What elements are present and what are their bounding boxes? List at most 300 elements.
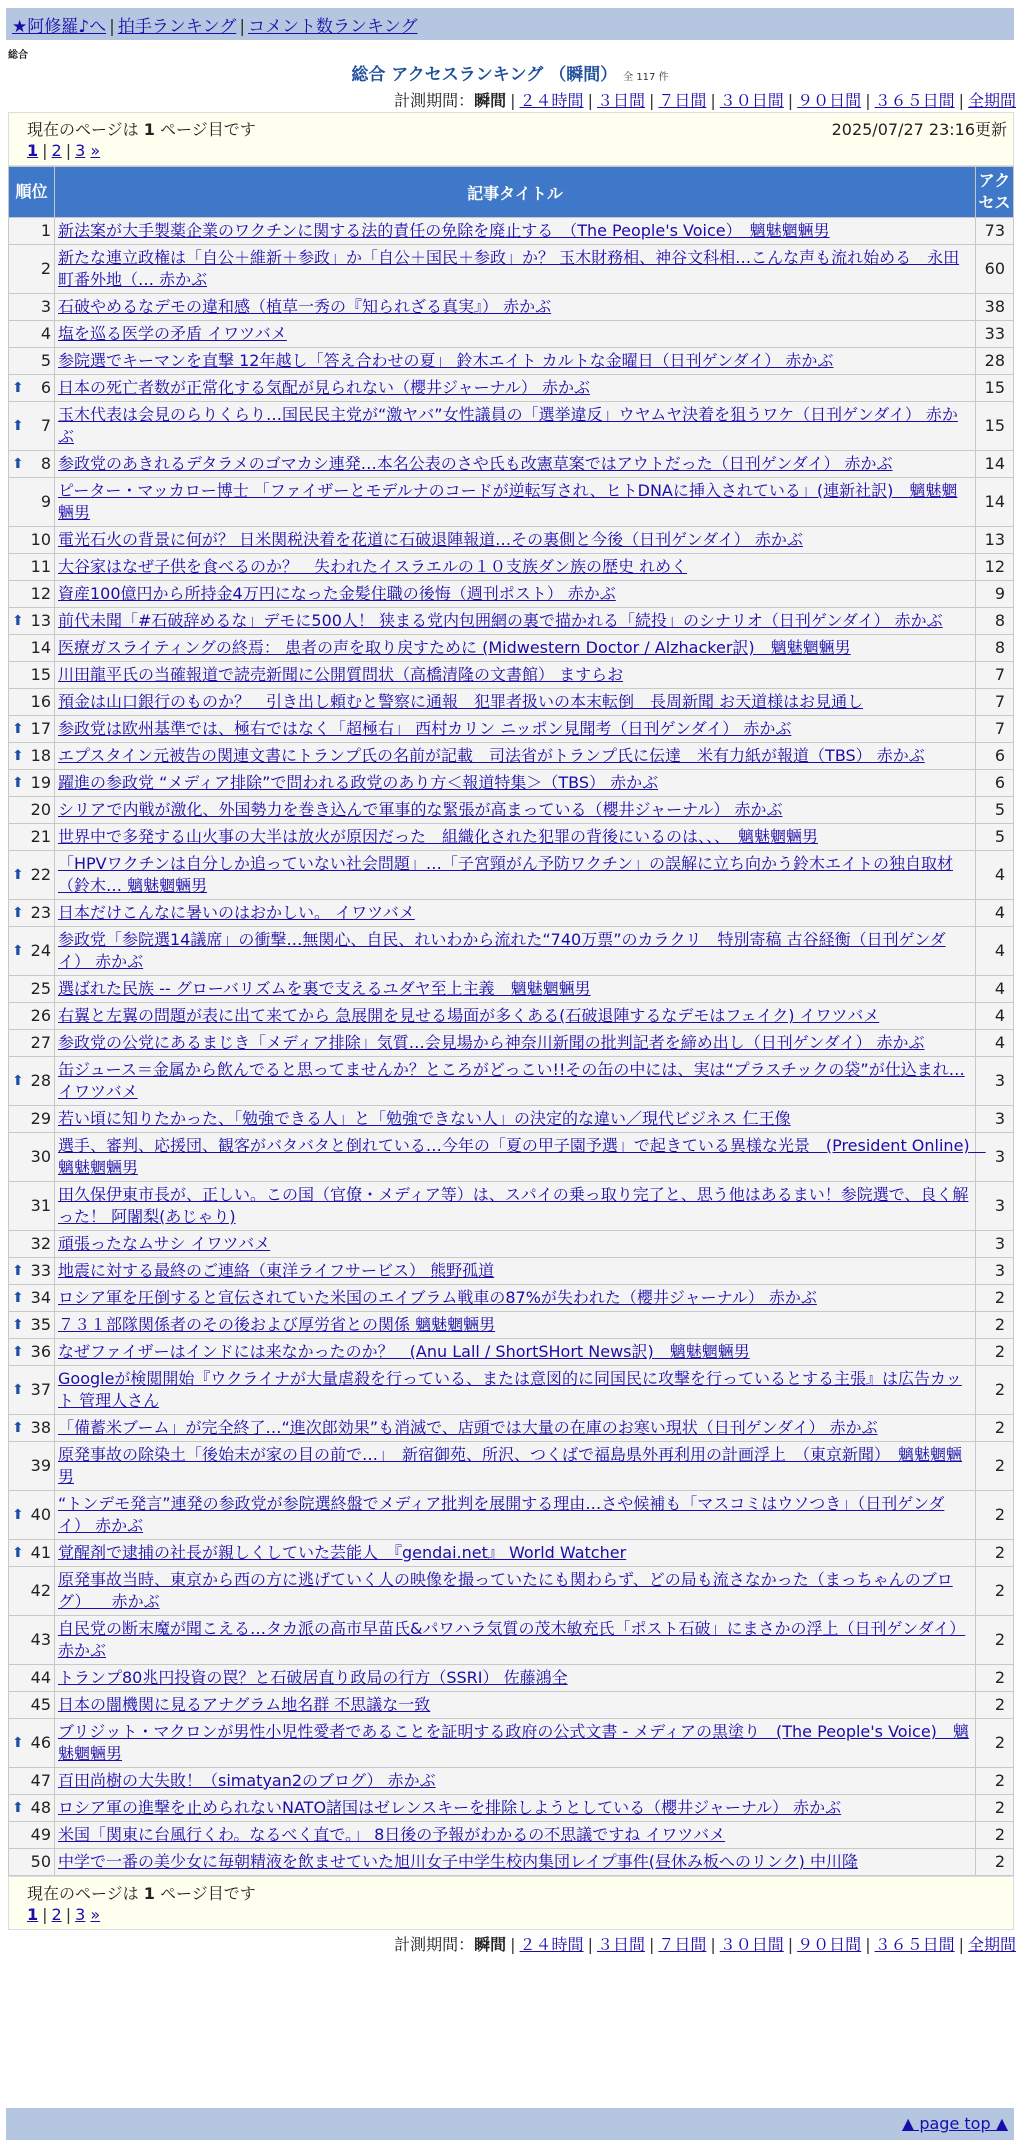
ranking-row bbox=[9, 1182, 1014, 1231]
article-title-link[interactable]: 参政党のあきれるデタラメのゴマカシ連発…本名公表のさや氏も改憲草案ではアウトだった（日刊ゲンダイ） 赤かぶ bbox=[58, 454, 893, 473]
access-count: 7 bbox=[976, 662, 1014, 689]
period-selector-bottom bbox=[394, 1932, 1016, 1955]
title-cell bbox=[55, 900, 976, 927]
rank-cell bbox=[9, 245, 55, 294]
access-count: 4 bbox=[976, 976, 1014, 1003]
nav-asyura-link[interactable]: ★阿修羅♪へ bbox=[12, 17, 107, 37]
article-title-link[interactable]: 大谷家はなぜ子供を食べるのか？ 失われたイスラエルの１０支族ダン族の歴史 れめく bbox=[58, 557, 688, 576]
ranking-row bbox=[9, 218, 1014, 245]
rank-cell bbox=[9, 218, 55, 245]
article-title-link[interactable]: 参政党「参院選14議席」の衝撃…無関心、自民、れいわから流れた“740万票”のカラクリ 特別寄稿 古谷経衡（日刊ゲンダイ） 赤かぶ bbox=[58, 930, 946, 971]
title-cell bbox=[55, 1665, 976, 1692]
rank-up-arrow-icon: ⬆ bbox=[12, 1290, 24, 1306]
ranking-header-row bbox=[9, 167, 1014, 218]
ranking-row bbox=[9, 824, 1014, 851]
ranking-row bbox=[9, 1692, 1014, 1719]
rank-number: 42 bbox=[30, 1581, 51, 1600]
article-title-link[interactable]: 「HPVワクチンは自分しか追っていない社会問題」…「子宮頸がん予防ワクチン」の誤解に立ち向かう鈴木エイトの独自取材（鈴木… 魑魅魍魎男 bbox=[58, 854, 954, 895]
ranking-row bbox=[9, 1822, 1014, 1849]
ranking-row bbox=[9, 478, 1014, 527]
ranking-row bbox=[9, 1133, 1014, 1182]
article-title-link[interactable]: 原発事故の除染土「後始末が家の目の前で…」 新宿御苑、所沢、つくばで福島県外再利用の計画浮上 （東京新聞） 魑魅魍魎男 bbox=[58, 1445, 963, 1486]
title-cell bbox=[55, 581, 976, 608]
period-separator: | bbox=[710, 1935, 716, 1954]
period-all-link[interactable]: 全期間 bbox=[967, 1935, 1016, 1954]
title-cell bbox=[55, 1616, 976, 1665]
top-nav bbox=[6, 8, 1014, 40]
article-title-link[interactable]: 日本だけこんなに暑いのはおかしい。 イワツバメ bbox=[58, 903, 415, 922]
rank-number: 39 bbox=[30, 1456, 51, 1475]
period-separator: | bbox=[648, 1935, 655, 1954]
ranking-row bbox=[9, 1616, 1014, 1665]
rank-cell bbox=[9, 1057, 55, 1106]
article-title-link[interactable]: 新法案が大手製薬企業のワクチンに関する法的責任の免除を廃止する （The People's Voice） 魑魅魍魎男 bbox=[58, 221, 830, 240]
rank-cell bbox=[9, 608, 55, 635]
rank-cell bbox=[9, 743, 55, 770]
page-1-link[interactable]: 1 bbox=[27, 141, 39, 160]
ranking-row bbox=[9, 635, 1014, 662]
rank-number: 48 bbox=[30, 1798, 51, 1817]
rank-cell bbox=[9, 900, 55, 927]
rank-cell bbox=[9, 851, 55, 900]
rank-cell bbox=[9, 689, 55, 716]
period-30d-link[interactable]: ３０日間 bbox=[719, 91, 784, 110]
access-count: 3 bbox=[976, 1182, 1014, 1231]
rank-number: 27 bbox=[30, 1033, 51, 1052]
rank-number: 15 bbox=[30, 665, 51, 684]
period-24h-link[interactable]: ２４時間 bbox=[519, 91, 584, 110]
header-access: アクセス bbox=[976, 167, 1014, 218]
page-next-link[interactable]: » bbox=[90, 141, 101, 160]
article-title-link[interactable]: 石破やめるなデモの違和感（植草一秀の『知られざる真実』） 赤かぶ bbox=[58, 297, 552, 316]
ranking-row bbox=[9, 851, 1014, 900]
title-cell bbox=[55, 1719, 976, 1768]
title-cell bbox=[55, 554, 976, 581]
article-title-link[interactable]: 資産100億円から所持金4万円になった金髪住職の後悔（週刊ポスト） 赤かぶ bbox=[58, 584, 616, 603]
rank-up-arrow-icon: ⬆ bbox=[12, 1735, 24, 1751]
rank-number: 12 bbox=[30, 584, 51, 603]
ranking-row bbox=[9, 348, 1014, 375]
rank-number: 1 bbox=[40, 221, 51, 240]
page-3-link[interactable]: 3 bbox=[75, 141, 86, 160]
rank-number: 36 bbox=[30, 1342, 51, 1361]
rank-up-arrow-icon: ⬆ bbox=[12, 943, 24, 959]
rank-number: 37 bbox=[30, 1380, 51, 1399]
rank-cell bbox=[9, 375, 55, 402]
pager-status bbox=[27, 117, 256, 140]
rank-cell bbox=[9, 716, 55, 743]
rank-cell bbox=[9, 797, 55, 824]
period-365d-link[interactable]: ３６５日間 bbox=[874, 91, 955, 110]
rank-number: 50 bbox=[30, 1852, 51, 1871]
page-top-link[interactable]: ▲ page top ▲ bbox=[901, 2114, 1008, 2133]
access-count: 2 bbox=[976, 1849, 1014, 1876]
ranking-row bbox=[9, 245, 1014, 294]
rank-cell bbox=[9, 927, 55, 976]
rank-up-arrow-icon: ⬆ bbox=[12, 1382, 24, 1398]
period-separator: | bbox=[510, 91, 516, 110]
title-cell bbox=[55, 1003, 976, 1030]
access-count: 2 bbox=[976, 1366, 1014, 1415]
page-2-link[interactable]: 2 bbox=[51, 141, 62, 160]
rank-number: 45 bbox=[30, 1695, 51, 1714]
article-title-link[interactable]: なぜファイザーはインドには来なかったのか？ (Anu Lall / ShortSHort News訳) 魑魅魍魎男 bbox=[58, 1342, 750, 1361]
title-cell bbox=[55, 824, 976, 851]
rank-up-arrow-icon: ⬆ bbox=[12, 1263, 24, 1279]
rank-cell bbox=[9, 581, 55, 608]
rank-cell bbox=[9, 1339, 55, 1366]
article-title-link[interactable]: Googleが検閲開始『ウクライナが大量虐殺を行っている、または意図的に同国民に攻撃を行っているとする主張』は広告カット 管理人さん bbox=[58, 1369, 962, 1410]
pager-links bbox=[27, 141, 100, 160]
access-count: 4 bbox=[976, 1030, 1014, 1057]
article-title-link[interactable]: 医療ガスライティングの終焉： 患者の声を取り戻すために (Midwestern Doctor / Alzhacker訳) 魑魅魍魎男 bbox=[58, 638, 851, 657]
nav-clap-ranking-link[interactable]: 拍手ランキング bbox=[117, 17, 237, 37]
rank-cell bbox=[9, 1442, 55, 1491]
title-cell bbox=[55, 1312, 976, 1339]
article-title-link[interactable]: 「備蓄米ブーム」が完全終了…“進次郎効果”も消滅で、店頭では大量の在庫のお寒い現状（日刊ゲンダイ） 赤かぶ bbox=[58, 1418, 878, 1437]
rank-number: 18 bbox=[30, 746, 51, 765]
ranking-row bbox=[9, 1106, 1014, 1133]
access-count: 38 bbox=[976, 294, 1014, 321]
page-1-link[interactable]: 1 bbox=[27, 1905, 39, 1924]
article-title-link[interactable]: ７３１部隊関係者のその後および厚労省との関係 魑魅魍魎男 bbox=[58, 1315, 496, 1334]
pager-top bbox=[8, 112, 1014, 166]
rank-number: 2 bbox=[40, 259, 51, 278]
period-7d-link[interactable]: ７日間 bbox=[658, 1935, 707, 1954]
rank-number: 43 bbox=[30, 1630, 51, 1649]
ranking-row bbox=[9, 375, 1014, 402]
page-separator: | bbox=[42, 1905, 48, 1924]
rank-cell bbox=[9, 1719, 55, 1768]
rank-cell bbox=[9, 294, 55, 321]
article-title-link[interactable]: 米国「関東に台風行くわ。なるべく直で。」 8日後の予報がわかるの不思議ですね イワツバメ bbox=[58, 1825, 726, 1844]
rank-number: 22 bbox=[30, 865, 51, 884]
rank-cell bbox=[9, 1182, 55, 1231]
title-cell bbox=[55, 1258, 976, 1285]
article-title-link[interactable]: 世界中で多発する山火事の大半は放火が原因だった 組織化された犯罪の背後にいるのは、、、 魑魅魍魎男 bbox=[58, 827, 819, 846]
ranking-row bbox=[9, 689, 1014, 716]
pager-bottom bbox=[8, 1876, 1014, 1930]
period-separator: | bbox=[587, 1935, 593, 1954]
nav-comment-ranking-link[interactable]: コメント数ランキング bbox=[248, 17, 418, 37]
article-title-link[interactable]: 躍進の参政党 “メディア排除”で問われる政党のあり方＜報道特集＞（TBS） 赤かぶ bbox=[58, 773, 659, 792]
rank-number: 3 bbox=[40, 297, 51, 316]
rank-number: 40 bbox=[30, 1505, 51, 1524]
period-365d-link[interactable]: ３６５日間 bbox=[874, 1935, 955, 1954]
rank-number: 34 bbox=[30, 1288, 51, 1307]
title-cell bbox=[55, 1133, 986, 1182]
period-separator: | bbox=[648, 91, 655, 110]
rank-up-arrow-icon: ⬆ bbox=[12, 748, 24, 764]
article-title-link[interactable]: ロシア軍の進撃を止められないNATO諸国はゼレンスキーを排除しようとしている（櫻井ジャーナル） 赤かぶ bbox=[58, 1798, 842, 1817]
access-count: 8 bbox=[976, 608, 1014, 635]
article-title-link[interactable]: 中学で一番の美少女に毎朝精液を飲ませていた旭川女子中学生校内集団レイプ事件(昼休み板へのリンク) 中川隆 bbox=[58, 1852, 858, 1871]
article-title-link[interactable]: 預金は山口銀行のものか？ 引き出し頼むと警察に通報 犯罪者扱いの本末転倒 長周新聞 お天道様はお見通し bbox=[58, 692, 864, 711]
rank-cell bbox=[9, 1366, 55, 1415]
rank-number: 14 bbox=[30, 638, 51, 657]
ranking-row bbox=[9, 1231, 1014, 1258]
access-count: 12 bbox=[976, 554, 1014, 581]
period-separator: | bbox=[865, 1935, 871, 1954]
ranking-row bbox=[9, 1442, 1014, 1491]
article-title-link[interactable]: 覚醒剤で逮捕の社長が親しくしていた芸能人 『gendai.net』 World Watcher bbox=[58, 1543, 627, 1562]
title-cell bbox=[55, 927, 976, 976]
rank-up-arrow-icon: ⬆ bbox=[12, 1073, 24, 1089]
article-title-link[interactable]: 右翼と左翼の問題が表に出て来てから 急展開を見せる場面が多くある(石破退陣するなデモはフェイク) イワツバメ bbox=[58, 1006, 880, 1025]
category-label: 総合 bbox=[8, 50, 28, 61]
article-title-link[interactable]: 田久保伊東市長が、正しい。この国（官僚・メディア等）は、スパイの乗っ取り完了と、思う他はあるまい！参院選で、良く解った！ 阿闍梨(あじゃり) bbox=[58, 1185, 969, 1226]
access-count: 2 bbox=[976, 1567, 1014, 1616]
period-24h-link[interactable]: ２４時間 bbox=[519, 1935, 584, 1954]
article-title-link[interactable]: 原発事故当時、東京から西の方に逃げていく人の映像を撮っていたにも関わらず、どの局も流さなかった（まっちゃんのブログ） 赤かぶ bbox=[58, 1570, 953, 1611]
article-title-link[interactable]: 若い頃に知りたかった、「勉強できる人」と「勉強できない人」の決定的な違い／現代ビジネス 仁王像 bbox=[58, 1109, 791, 1128]
rank-number: 49 bbox=[30, 1825, 51, 1844]
article-title-link[interactable]: 地震に対する最終のご連絡（東洋ライフサービス） 熊野孤道 bbox=[58, 1261, 495, 1280]
page-3-link[interactable]: 3 bbox=[75, 1905, 86, 1924]
title-cell bbox=[55, 1692, 976, 1719]
ranking-row bbox=[9, 402, 1014, 451]
article-title-link[interactable]: トランプ80兆円投資の罠？と石破居直り政局の行方（SSRI） 佐藤鴻全 bbox=[58, 1668, 568, 1687]
pager-current: 1 bbox=[143, 120, 155, 139]
title-cell bbox=[55, 1768, 976, 1795]
rank-number: 20 bbox=[30, 800, 51, 819]
rank-cell bbox=[9, 1030, 55, 1057]
access-count: 60 bbox=[976, 245, 1014, 294]
article-title-link[interactable]: 前代未聞「#石破辞めるな」デモに500人！ 狭まる党内包囲網の裏で描かれる「続投」のシナリオ（日刊ゲンダイ） 赤かぶ bbox=[58, 611, 943, 630]
page-separator: | bbox=[65, 141, 72, 160]
title-cell bbox=[55, 1822, 976, 1849]
title-cell bbox=[55, 770, 976, 797]
ranking-row bbox=[9, 797, 1014, 824]
title-cell bbox=[55, 689, 976, 716]
ranking-row bbox=[9, 1415, 1014, 1442]
article-title-link[interactable]: シリアで内戦が激化、外国勢力を巻き込んで軍事的な緊張が高まっている（櫻井ジャーナル） 赤かぶ bbox=[58, 800, 783, 819]
rank-number: 44 bbox=[30, 1668, 51, 1687]
article-title-link[interactable]: 塩を巡る医学の矛盾 イワツバメ bbox=[58, 324, 287, 343]
title-cell bbox=[55, 1491, 976, 1540]
article-title-link[interactable]: 選手、審判、応援団、観客がバタバタと倒れている…今年の「夏の甲子園予選」で起きている異様な光景 (President Online) 魑魅魍魎男 bbox=[58, 1136, 986, 1177]
access-count: 2 bbox=[976, 1339, 1014, 1366]
access-count: 2 bbox=[976, 1665, 1014, 1692]
rank-number: 28 bbox=[30, 1071, 51, 1090]
rank-cell bbox=[9, 348, 55, 375]
title-cell bbox=[55, 1366, 976, 1415]
rank-cell bbox=[9, 1692, 55, 1719]
title-cell bbox=[55, 743, 976, 770]
article-title-link[interactable]: 川田龍平氏の当確報道で読売新聞に公開質問状（高橋清隆の文書館） ますらお bbox=[58, 665, 624, 684]
title-cell bbox=[55, 1030, 976, 1057]
rank-number: 7 bbox=[40, 416, 51, 435]
article-title-link[interactable]: 参院選でキーマンを直撃 12年越し「答え合わせの夏」 鈴木エイト カルトな金曜日（日刊ゲンダイ） 赤かぶ bbox=[58, 351, 834, 370]
page-2-link[interactable]: 2 bbox=[51, 1905, 62, 1924]
ranking-row bbox=[9, 1795, 1014, 1822]
article-title-link[interactable]: ロシア軍を圧倒すると宣伝されていた米国のエイブラム戦車の87%が失われた（櫻井ジャーナル） 赤かぶ bbox=[58, 1288, 817, 1307]
title-cell bbox=[55, 1795, 976, 1822]
article-title-link[interactable]: 選ばれた民族 -- グローバリズムを裏で支えるユダヤ至上主義 魑魅魍魎男 bbox=[58, 979, 591, 998]
rank-cell bbox=[9, 1491, 55, 1540]
access-count: 4 bbox=[976, 851, 1014, 900]
access-count: 5 bbox=[976, 824, 1014, 851]
rank-cell bbox=[9, 321, 55, 348]
title-cell bbox=[55, 1567, 976, 1616]
pager-suffix: ページ目です bbox=[160, 120, 256, 139]
rank-number: 10 bbox=[30, 530, 51, 549]
article-title-link[interactable]: 百田尚樹の大失敗！（simatyan2のブログ） 赤かぶ bbox=[58, 1771, 436, 1790]
total-count: 全 117 件 bbox=[623, 72, 669, 83]
rank-number: 5 bbox=[40, 351, 51, 370]
article-title-link[interactable]: 自民党の断末魔が聞こえる…タカ派の高市早苗氏&パワハラ気質の茂木敏充氏「ポスト石破」にまさかの浮上（日刊ゲンダイ） 赤かぶ bbox=[58, 1619, 966, 1660]
title-cell bbox=[55, 1540, 976, 1567]
access-count: 5 bbox=[976, 797, 1014, 824]
access-count: 2 bbox=[976, 1719, 1014, 1768]
ranking-row bbox=[9, 1567, 1014, 1616]
article-title-link[interactable]: 参政党は欧州基準では、極右ではなく「超極右」 西村カリン ニッポン見聞考（日刊ゲンダイ） 赤かぶ bbox=[58, 719, 792, 738]
title-cell bbox=[55, 797, 976, 824]
access-count: 2 bbox=[976, 1415, 1014, 1442]
title-cell bbox=[55, 478, 976, 527]
article-title-link[interactable]: 日本の闇機関に見るアナグラム地名群 不思議な一致 bbox=[58, 1695, 431, 1714]
rank-cell bbox=[9, 1616, 55, 1665]
ranking-row bbox=[9, 770, 1014, 797]
ranking-row bbox=[9, 1003, 1014, 1030]
period-3d-link[interactable]: ３日間 bbox=[596, 1935, 645, 1954]
rank-number: 29 bbox=[30, 1109, 51, 1128]
period-90d-link[interactable]: ９０日間 bbox=[797, 91, 862, 110]
nav-separator: | bbox=[109, 17, 115, 37]
period-3d-link[interactable]: ３日間 bbox=[596, 91, 645, 110]
period-30d-link[interactable]: ３０日間 bbox=[719, 1935, 784, 1954]
access-count: 13 bbox=[976, 527, 1014, 554]
period-separator: | bbox=[510, 1935, 516, 1954]
title-cell bbox=[55, 527, 976, 554]
title-cell bbox=[55, 851, 976, 900]
title-cell bbox=[55, 1442, 976, 1491]
access-count: 2 bbox=[976, 1822, 1014, 1849]
access-count: 6 bbox=[976, 770, 1014, 797]
page-title: 総合 アクセスランキング （瞬間） bbox=[351, 65, 618, 85]
ranking-row bbox=[9, 716, 1014, 743]
article-title-link[interactable]: ピーター・マッカロー博士 「ファイザーとモデルナのコードが逆転写され、ヒトDNAに挿入されている」(連新社訳) 魑魅魍魎男 bbox=[58, 481, 958, 522]
article-title-link[interactable]: 玉木代表は会見のらりくらり…国民民主党が“激ヤバ”女性議員の「選挙違反」ウヤムヤ決着を狙うワケ（日刊ゲンダイ） 赤かぶ bbox=[58, 405, 958, 446]
ranking-row bbox=[9, 294, 1014, 321]
access-count: 14 bbox=[976, 478, 1014, 527]
rank-cell bbox=[9, 1312, 55, 1339]
access-count: 7 bbox=[976, 716, 1014, 743]
rank-up-arrow-icon: ⬆ bbox=[12, 1420, 24, 1436]
ranking-row bbox=[9, 1030, 1014, 1057]
rank-number: 8 bbox=[40, 454, 51, 473]
title-cell bbox=[55, 294, 976, 321]
rank-cell bbox=[9, 1415, 55, 1442]
ranking-row bbox=[9, 976, 1014, 1003]
rank-number: 13 bbox=[30, 611, 51, 630]
ranking-row bbox=[9, 554, 1014, 581]
rank-cell bbox=[9, 770, 55, 797]
pager-prefix: 現在のページは bbox=[27, 120, 139, 139]
ranking-row bbox=[9, 527, 1014, 554]
rank-number: 17 bbox=[30, 719, 51, 738]
rank-cell bbox=[9, 1665, 55, 1692]
article-title-link[interactable]: ブリジット・マクロンが男性小児性愛者であることを証明する政府の公式文書 - メディアの黒塗り (The People's Voice) 魑魅魍魎男 bbox=[58, 1722, 969, 1763]
rank-up-arrow-icon: ⬆ bbox=[12, 721, 24, 737]
rank-number: 11 bbox=[30, 557, 51, 576]
access-count: 3 bbox=[976, 1231, 1014, 1258]
rank-cell bbox=[9, 1285, 55, 1312]
rank-number: 4 bbox=[40, 324, 51, 343]
ranking-row bbox=[9, 1339, 1014, 1366]
period-7d-link[interactable]: ７日間 bbox=[658, 91, 707, 110]
rank-cell bbox=[9, 1768, 55, 1795]
ranking-row bbox=[9, 321, 1014, 348]
period-all-link[interactable]: 全期間 bbox=[967, 91, 1016, 110]
ranking-row bbox=[9, 743, 1014, 770]
article-title-link[interactable]: 参政党の公党にあるまじき「メディア排除」気質…会見場から神奈川新聞の批判記者を締め出し（日刊ゲンダイ） 赤かぶ bbox=[58, 1033, 925, 1052]
ranking-row bbox=[9, 1540, 1014, 1567]
title-cell bbox=[55, 1231, 976, 1258]
article-title-link[interactable]: 日本の死亡者数が正常化する気配が見られない（櫻井ジャーナル） 赤かぶ bbox=[58, 378, 590, 397]
page-next-link[interactable]: » bbox=[90, 1905, 101, 1924]
header-title: 記事タイトル bbox=[55, 167, 976, 218]
article-title-link[interactable]: 頑張ったなムサシ イワツバメ bbox=[58, 1234, 271, 1253]
access-count: 2 bbox=[976, 1442, 1014, 1491]
access-count: 4 bbox=[976, 900, 1014, 927]
ranking-row bbox=[9, 1665, 1014, 1692]
article-title-link[interactable]: 電光石火の背景に何が？ 日米関税決着を花道に石破退陣報道…その裏側と今後（日刊ゲンダイ） 赤かぶ bbox=[58, 530, 803, 549]
access-count: 33 bbox=[976, 321, 1014, 348]
rank-cell bbox=[9, 1106, 55, 1133]
ranking-row bbox=[9, 608, 1014, 635]
rank-number: 6 bbox=[40, 378, 51, 397]
ranking-row bbox=[9, 1258, 1014, 1285]
header-rank: 順位 bbox=[9, 167, 55, 218]
access-count: 73 bbox=[976, 218, 1014, 245]
title-cell bbox=[55, 1415, 976, 1442]
rank-number: 16 bbox=[30, 692, 51, 711]
article-title-link[interactable]: 缶ジュース＝金属から飲んでると思ってませんか？ところがどっこい!!その缶の中には、実は“プラスチックの袋”が仕込まれ… イワツバメ bbox=[58, 1060, 965, 1101]
access-count: 9 bbox=[976, 581, 1014, 608]
rank-up-arrow-icon: ⬆ bbox=[12, 775, 24, 791]
rank-cell bbox=[9, 1567, 55, 1616]
article-title-link[interactable]: エプスタイン元被告の関連文書にトランプ氏の名前が記載 司法省がトランプ氏に伝達 米有力紙が報道（TBS） 赤かぶ bbox=[58, 746, 925, 765]
ranking-row bbox=[9, 1849, 1014, 1876]
article-title-link[interactable]: 新たな連立政権は「自公＋維新＋参政」か「自公＋国民＋参政」か？ 玉木財務相、神谷文科相…こんな声も流れ始める 永田町番外地（… 赤かぶ bbox=[58, 248, 960, 289]
access-count: 2 bbox=[976, 1795, 1014, 1822]
rank-up-arrow-icon: ⬆ bbox=[12, 1507, 24, 1523]
access-count: 15 bbox=[976, 402, 1014, 451]
period-separator: | bbox=[710, 91, 716, 110]
rank-cell bbox=[9, 1003, 55, 1030]
period-label: 計測期間： bbox=[394, 91, 475, 110]
access-count: 14 bbox=[976, 451, 1014, 478]
title-cell bbox=[55, 716, 976, 743]
period-90d-link[interactable]: ９０日間 bbox=[797, 1935, 862, 1954]
title-cell bbox=[55, 1849, 976, 1876]
rank-up-arrow-icon: ⬆ bbox=[12, 1344, 24, 1360]
access-count: 28 bbox=[976, 348, 1014, 375]
rank-cell bbox=[9, 527, 55, 554]
access-count: 15 bbox=[976, 375, 1014, 402]
rank-up-arrow-icon: ⬆ bbox=[12, 456, 24, 472]
article-title-link[interactable]: “トンデモ発言”連発の参政党が参院選終盤でメディア批判を展開する理由…さや候補も「マスコミはウソつき」（日刊ゲンダイ） 赤かぶ bbox=[58, 1494, 945, 1535]
title-cell bbox=[55, 375, 976, 402]
title-cell bbox=[55, 321, 976, 348]
rank-cell bbox=[9, 635, 55, 662]
period-label: 計測期間： bbox=[394, 1935, 475, 1954]
title-cell bbox=[55, 402, 976, 451]
access-count: 2 bbox=[976, 1540, 1014, 1567]
ranking-row bbox=[9, 451, 1014, 478]
access-count: 6 bbox=[976, 743, 1014, 770]
